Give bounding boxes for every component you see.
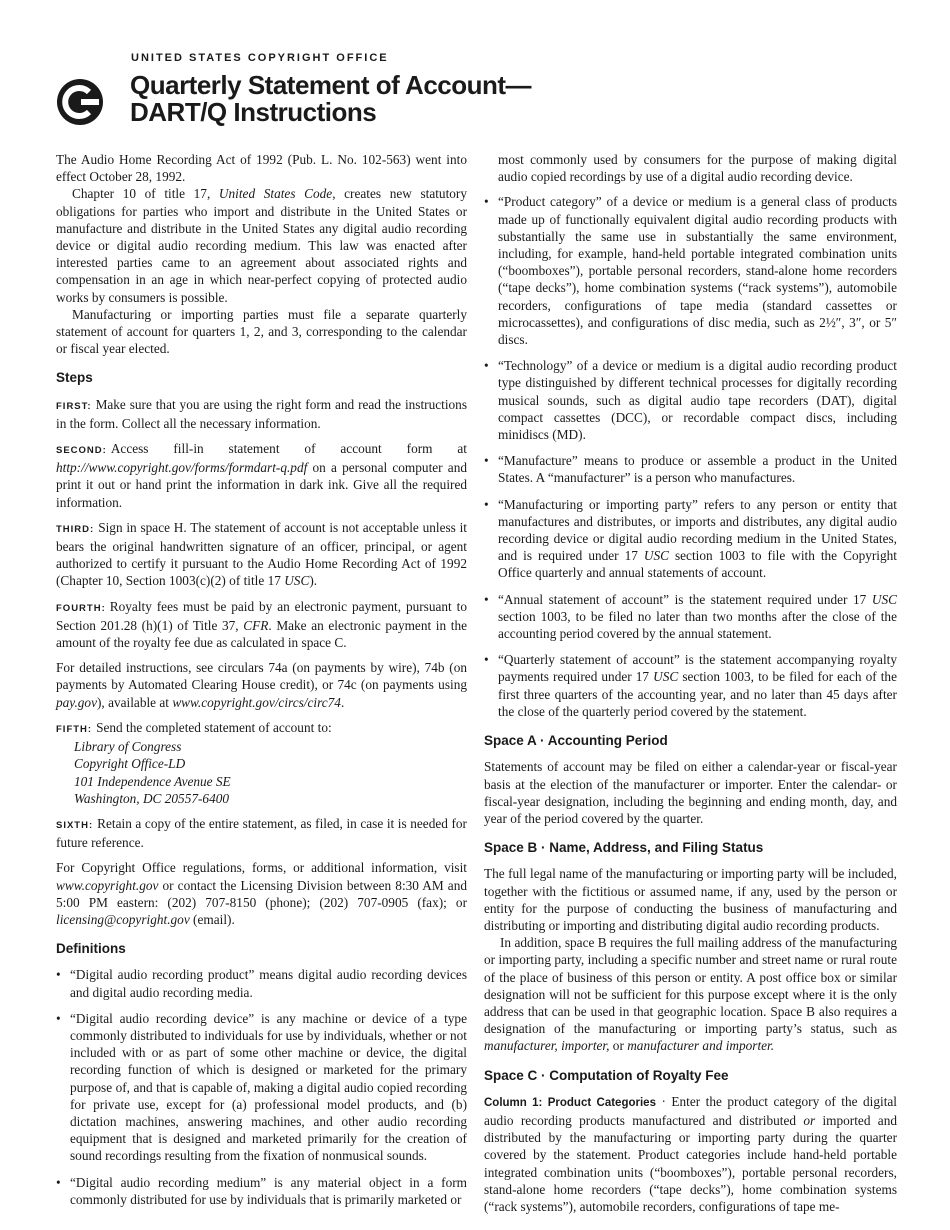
step-second: SECOND: Access fill-in statement of account form at http://www.copyright.gov/forms/formdart-q.pdf on a personal computer and print it out or hand print the information in dark ink. Give all the required information. xyxy=(56,441,467,510)
copyright-gov-link[interactable]: www.copyright.gov xyxy=(56,877,159,893)
definition-item: • “Digital audio recording medium” is any material object in a form commonly distributed for use by individuals that is primarily marketed or xyxy=(56,1174,467,1208)
definition-item: • “Product category” of a device or medium is a general class of products made up of functionally equivalent digital audio recording products with substantially the same use in substantially the same environment, including, for example, hand-held portable integrated combination units (“boomboxes”), portable personal recorders, stand-alone home recorders (“tape decks”), home combination systems (“rack systems”), automobile recorders, configurations of tape media (standard cassettes or microcassettes), and configurations of disc media, such as 2½″, 3″, or 5″ discs. xyxy=(484,193,897,348)
right-column xyxy=(484,151,897,1223)
definitions-list xyxy=(56,966,467,1208)
space-b-paragraph-1: The full legal name of the manufacturing or importing party will be included, together with the fictitious or assumed name, if any, used by the person or entity for the purpose of conducting the business of manufacturing and distributing or importing and distributing digital audio recording products. xyxy=(484,866,897,933)
definition-item: • “Digital audio recording device” is any machine or device of a type commonly distributed to individuals for use by individuals, whether or not included with or as part of some other machine or device, the digital recording function of which is designed or marketed for the primary purpose of, and that is capable of, making a digital audio copied recording for private use, except for (a) professional model products, and (b) dictation machines, answering machines, and other audio recording equipment that is designed and marketed primarily for the creation of sound recordings resulting from the fixation of nonmusical sounds. xyxy=(56,1010,467,1165)
definition-item: • “Quarterly statement of account” is the statement accompanying royalty payments required under 17 USC section 1003, to be filed for each of the first three quarters of the accounting year, and no later than 45 days after the close of the quarterly period covered by the statement. xyxy=(484,651,897,720)
step-sixth: SIXTH: Retain a copy of the entire statement, as filed, in case it is needed for future reference. xyxy=(56,815,467,851)
definitions-heading: Definitions xyxy=(56,941,126,957)
left-column xyxy=(56,151,467,1217)
space-a-heading: Space A · Accounting Period xyxy=(484,733,668,749)
address-line: Copyright Office-LD xyxy=(74,756,186,772)
space-b-paragraph-2: In addition, space B requires the full mailing address of the manufacturing or importing party, including a specific number and street name or rural route of the place of business of this person or entity. A post office box or similar designation will not be sufficient for this purpose except where it is the only address that can be used in that geographic location. Space B also requires a designation of the manufacturing or importing party’s status, such as manufacturer, importer, or manufacturer and importer. xyxy=(484,935,897,1054)
definitions-list-continued xyxy=(484,193,897,720)
step-third: THIRD: Sign in space H. The statement of account is not acceptable unless it bears the original handwritten signature of an officer, principal, or agent authorized to certify it pursuant to the Audio Home Recording Act of 1992 (Chapter 10, Section 1003(c)(2) of title 17 USC). xyxy=(56,519,467,589)
circ74-link[interactable]: www.copyright.gov/circs/circ74 xyxy=(172,694,341,710)
space-a-text: Statements of account may be filed on either a calendar-year or fiscal-year basis at the election of the manufacturer or importer. Enter the calendar- or fiscal-year designation, including the beginning and ending month, day, and year of the period covered by the quarter. xyxy=(484,759,897,826)
mailing-address xyxy=(74,738,467,807)
intro-paragraph-3: Manufacturing or importing parties must file a separate quarterly statement of account for quarters 1, 2, and 3, corresponding to the calendar or fiscal year elected. xyxy=(56,306,467,357)
column-1-paragraph: Column 1: Product Categories · Enter the product category of the digital audio recording products manufactured and distributed or imported and distributed by the manufacturing or importing party during the quarter covered by the statement. Product categories include hand-held portable integrated combination units (“boomboxes”), portable personal recorders, stand-alone home recorders (“tape decks”), home combination systems (“rack systems”), automobile recorders, configurations of tape me- xyxy=(484,1093,898,1214)
page-title xyxy=(130,72,531,126)
address-line: Library of Congress xyxy=(74,739,182,755)
step-fifth: FIFTH: Send the completed statement of account to: xyxy=(56,719,332,735)
step-first: FIRST: Make sure that you are using the right form and read the instructions in the form. Collect all the necessary information. xyxy=(56,396,467,431)
definition-item: • “Manufacturing or importing party” refers to any person or entity that manufactures and distributes, or imports and distributes, any digital audio recording device or digital audio recording medium in the United States, and is required under 17 USC section 1003 to file with the Copyright Office quarterly and annual statements of account. xyxy=(484,496,897,582)
licensing-email-link[interactable]: licensing@copyright.gov xyxy=(56,911,190,927)
step-fourth: FOURTH: Royalty fees must be paid by an electronic payment, pursuant to Section 201.28 (h)(1) of Title 37, CFR. Make an electronic payment in the amount of the royalty fee due as calculated in space C. xyxy=(56,598,467,651)
definition-item: • “Manufacture” means to produce or assemble a product in the United States. A “manufacturer” is a person who manufactures. xyxy=(484,452,897,486)
page-header xyxy=(56,50,906,130)
definition-continued: most commonly used by consumers for the purpose of making digital audio copied recordings by use of a digital audio recording device. xyxy=(498,152,897,185)
copyright-office-logo-icon xyxy=(56,78,104,126)
definition-item: • “Technology” of a device or medium is a digital audio recording product type distinguished by different technical processes for digitally recording musical sounds, such as digital audio tape recorders (DAT), digital compact cassettes (DCC), or recordable compact discs, including minidiscs (MD). xyxy=(484,357,897,443)
circulars-paragraph: For detailed instructions, see circulars 74a (on payments by wire), 74b (on payments by Automated Clearing House credit), or 74c (on payments using pay.gov), available at www.copyright.gov/circs/circ74. xyxy=(56,660,467,710)
intro-paragraph-2: Chapter 10 of title 17, United States Code, creates new statutory obligations for parties who import and distribute in the United States or manufacture and distribute in the United States any digital audio recording device or digital audio recording medium. This law was enacted after interested parties came to an agreement about associated rights and compensation in an age in which near-perfect copying of protected audio works by consumers is possible. xyxy=(56,186,468,305)
contact-paragraph: For Copyright Office regulations, forms, or additional information, visit www.copyright.gov or contact the Licensing Division between 8:30 AM and 5:00 PM eastern: (202) 707-8150 (phone); (202) 707-0905 (fax); or licensing@copyright.gov (email). xyxy=(56,860,467,927)
address-line: 101 Independence Avenue SE xyxy=(74,773,231,789)
form-url-link[interactable]: http://www.copyright.gov/forms/formdart-q.pdf xyxy=(56,460,308,476)
intro-paragraph-1: The Audio Home Recording Act of 1992 (Pub. L. No. 102-563) went into effect October 28, 1992. xyxy=(56,152,467,185)
space-c-heading: Space C · Computation of Royalty Fee xyxy=(484,1067,729,1083)
definition-item: • “Annual statement of account” is the statement required under 17 USC section 1003, to be filed no later than two months after the close of the accounting period covered by the annual statement. xyxy=(484,591,897,643)
steps-heading: Steps xyxy=(56,370,93,386)
space-b-heading: Space B · Name, Address, and Filing Status xyxy=(484,840,764,856)
office-name: UNITED STATES COPYRIGHT OFFICE xyxy=(131,52,389,64)
paygov-link[interactable]: pay.gov xyxy=(56,694,97,710)
title-line-2: DART/Q Instructions xyxy=(130,97,377,127)
address-line: Washington, DC 20557-6400 xyxy=(74,790,230,806)
definition-item: • “Digital audio recording product” means digital audio recording devices and digital audio recording media. xyxy=(56,966,467,1000)
title-line-1: Quarterly Statement of Account— xyxy=(130,70,532,100)
